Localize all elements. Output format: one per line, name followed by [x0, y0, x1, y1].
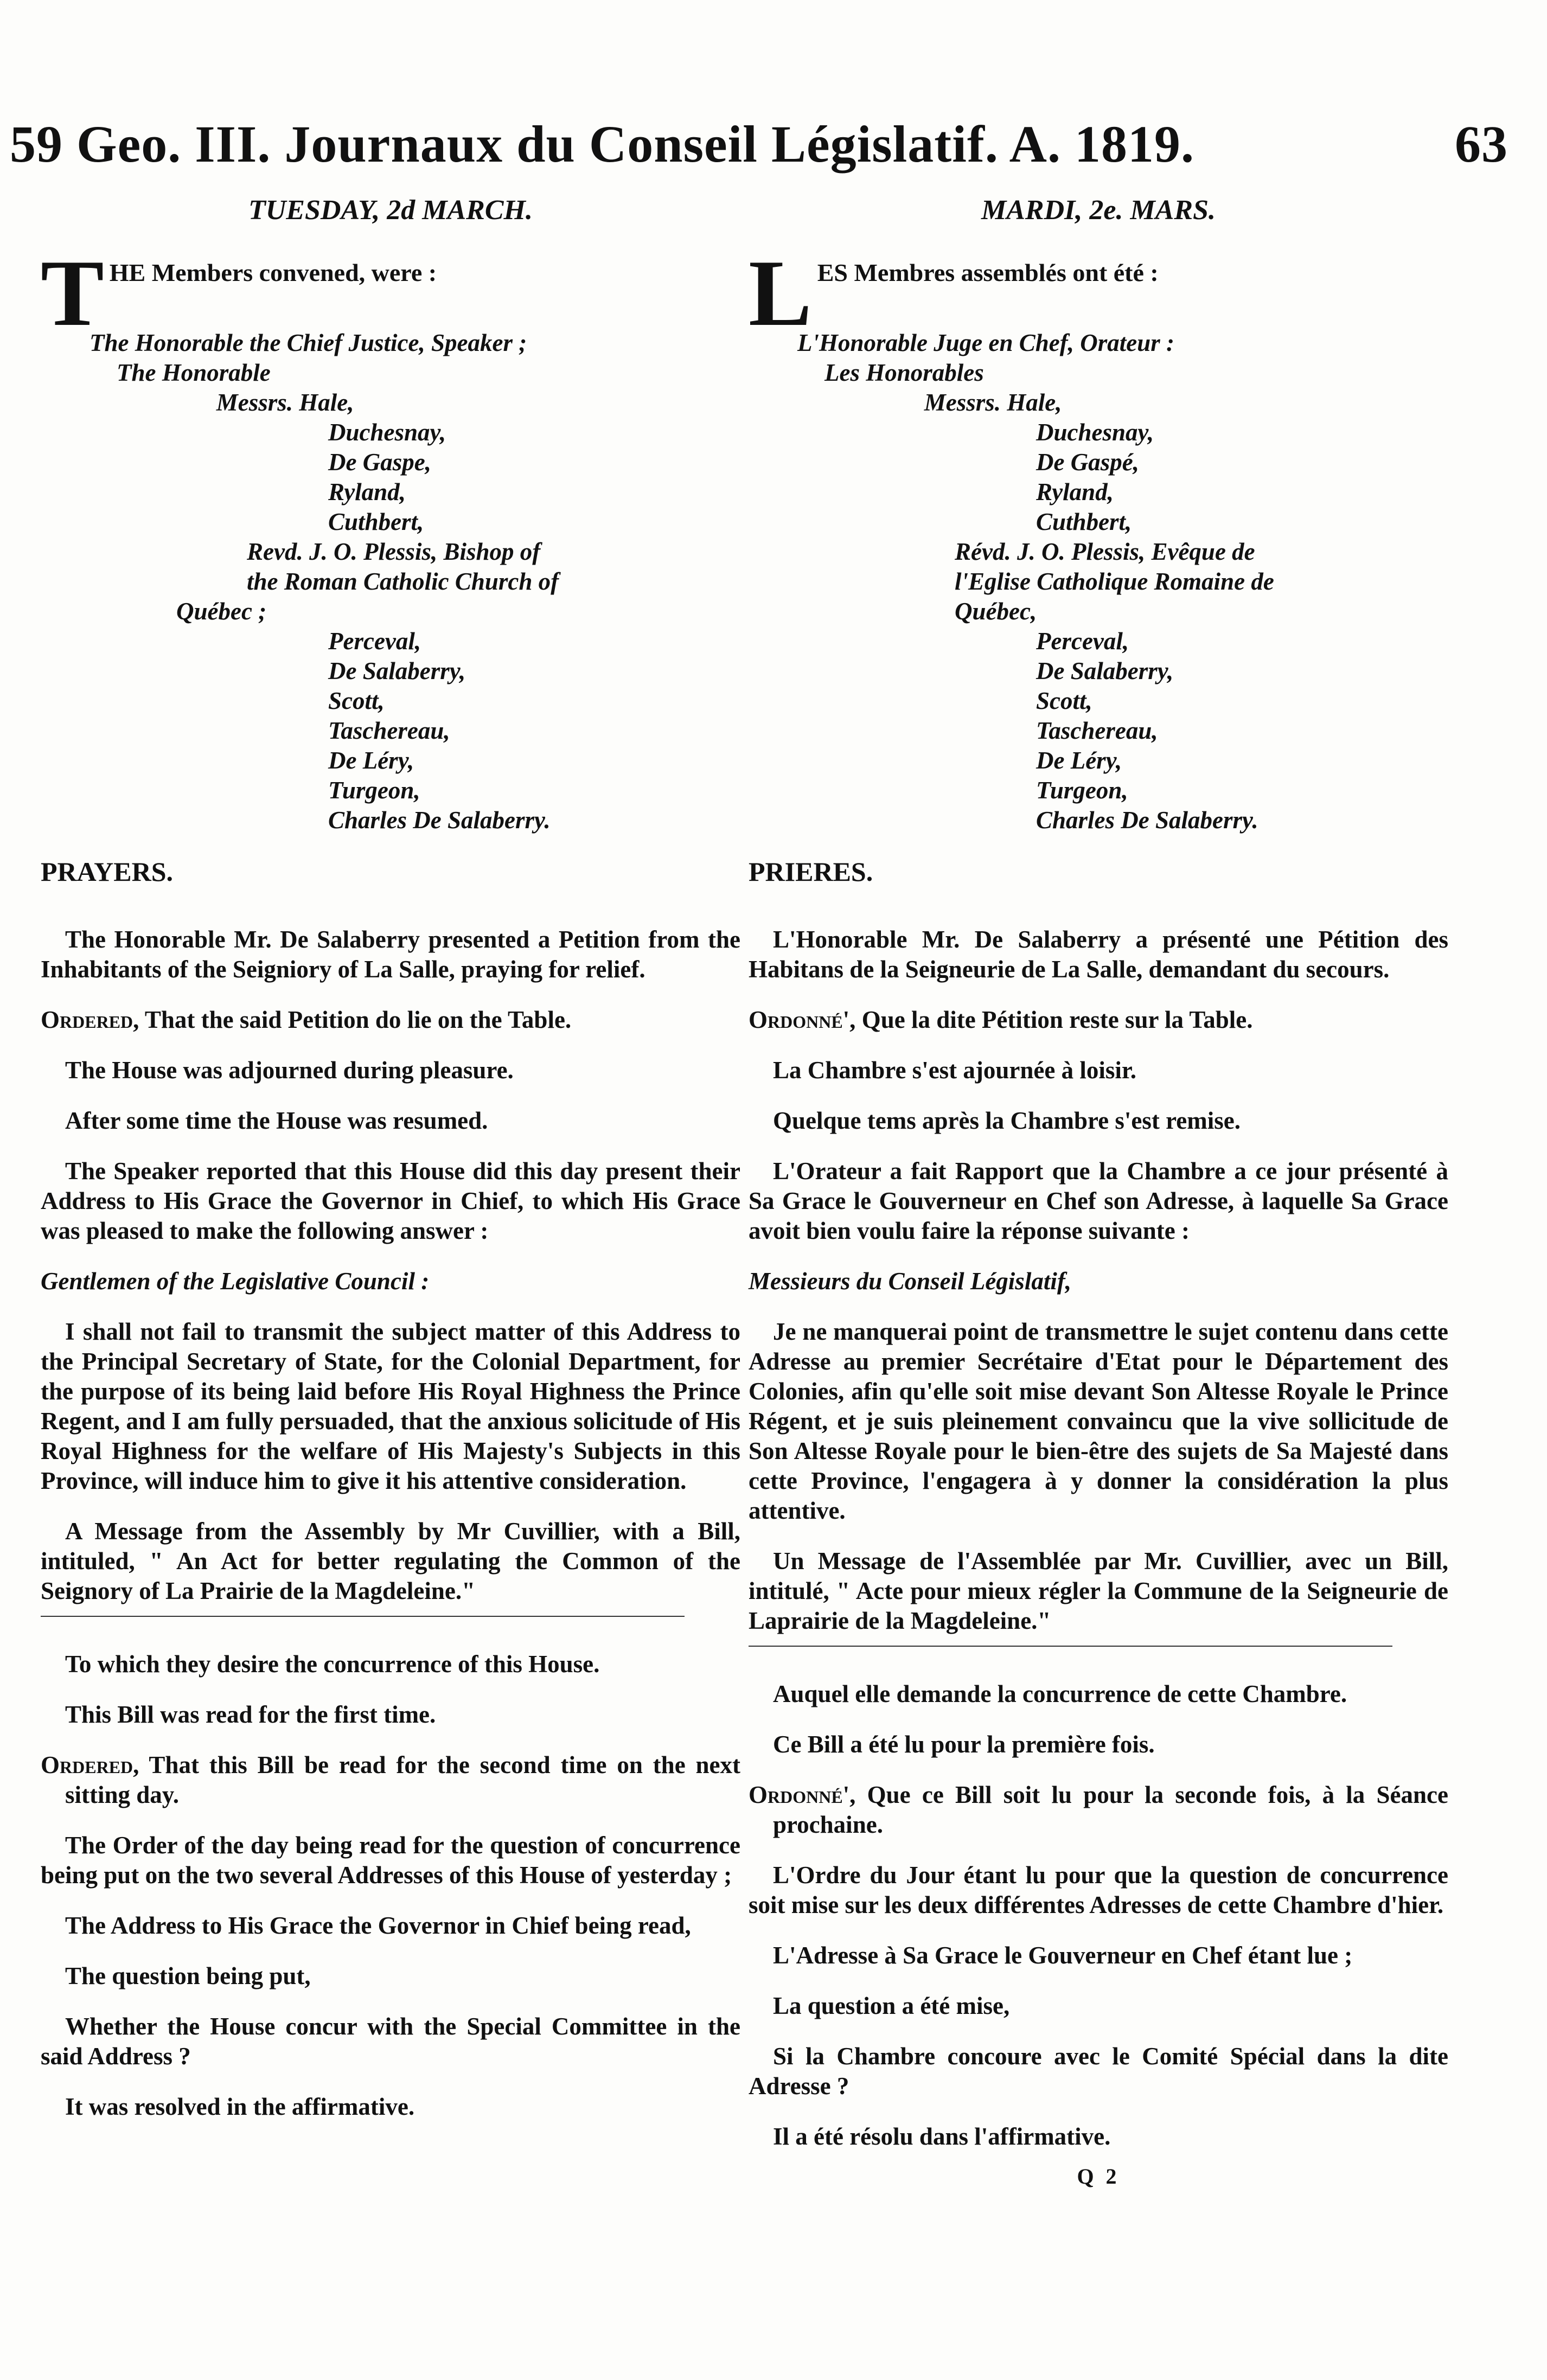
member-name: Perceval,: [328, 628, 421, 655]
member-name: Taschereau,: [1036, 717, 1158, 744]
salutation: Gentlemen of the Legislative Council :: [41, 1268, 430, 1295]
member-name-continued: l'Eglise Catholique Romaine de: [955, 568, 1274, 595]
opening-text: ES Membres assemblés ont été :: [817, 259, 1159, 286]
adjourned-paragraph: The House was adjourned during pleasure.: [65, 1057, 514, 1084]
member-name: Duchesnay,: [328, 419, 446, 446]
member-name: Ryland,: [328, 478, 406, 506]
member-name: De Léry,: [328, 747, 414, 774]
prayers-heading: PRAYERS.: [41, 856, 174, 887]
drop-cap: L: [749, 240, 812, 346]
first-reading-paragraph: This Bill was read for the first time.: [65, 1701, 436, 1728]
member-name: Taschereau,: [328, 717, 450, 744]
messrs-row: [41, 388, 740, 418]
member-name: Revd. J. O. Plessis, Bishop of: [247, 538, 541, 565]
member-name: Cuthbert,: [328, 508, 424, 535]
member-name: Charles De Salaberry.: [1036, 807, 1258, 834]
resolved-paragraph: It was resolved in the affirmative.: [65, 2093, 415, 2120]
divider-rule: [749, 1646, 1392, 1647]
ordered-text: That the said Petition do lie on the Table.: [144, 1006, 572, 1033]
member-name: Duchesnay,: [1036, 419, 1154, 446]
resumed-paragraph: Quelque tems après la Chambre s'est remise.: [773, 1107, 1241, 1134]
whether-paragraph: Whether the House concur with the Special Committee in the said Address ?: [41, 2013, 740, 2070]
governor-answer: Je ne manquerai point de transmettre le sujet contenu dans cette Adresse au premier Secrétaire d'Etat pour le Département des Colonies, afin qu'elle soit mise devant Son Altesse Royale le Prince Régent, et je suis pleinement convaincu que la vive sollicitude de Son Altesse Royale pour le bien-être des sujets de Sa Majesté dans cette Province, l'engagera à y donner la considération la plus attentive.: [749, 1318, 1448, 1524]
opening-text: HE Members convened, were :: [109, 259, 437, 286]
ordered-text: Que la dite Pétition reste sur la Table.: [861, 1006, 1253, 1033]
member-name: De Gaspe,: [328, 449, 431, 476]
resolved-paragraph: Il a été résolu dans l'affirmative.: [773, 2123, 1111, 2150]
ordered-paragraph: [41, 1750, 740, 1810]
question-put-paragraph: La question a été mise,: [773, 1992, 1010, 2019]
ordered-label: Ordonné',: [749, 1781, 856, 1808]
member-name: De Léry,: [1036, 747, 1122, 774]
member-name: De Gaspé,: [1036, 449, 1139, 476]
ordered-label: Ordonné',: [749, 1006, 856, 1033]
date-heading: MARDI, 2e. MARS.: [981, 195, 1216, 226]
messrs-row: [749, 388, 1448, 418]
ordered-paragraph: [749, 1780, 1448, 1840]
speaker-report-paragraph: The Speaker reported that this House did this day present their Address to His Grace the Governor in Chief, to which His Grace was pleased to make the following answer :: [41, 1157, 740, 1244]
drop-cap: T: [41, 240, 104, 346]
member-name: Scott,: [1036, 687, 1092, 714]
concurrence-paragraph: To which they desire the concurrence of this House.: [65, 1650, 600, 1678]
address-read-paragraph: The Address to His Grace the Governor in Chief being read,: [65, 1912, 691, 1939]
member-name: Ryland,: [1036, 478, 1114, 506]
english-column: [41, 195, 740, 2354]
member-name: Cuthbert,: [1036, 508, 1132, 535]
member-name: Perceval,: [1036, 628, 1129, 655]
order-of-day-paragraph: L'Ordre du Jour étant lu pour que la question de concurrence soit mise sur les deux différentes Adresses de cette Chambre d'hier.: [749, 1861, 1448, 1918]
resumed-paragraph: After some time the House was resumed.: [65, 1107, 488, 1134]
divider-rule: [41, 1616, 685, 1617]
prayers-heading: PRIERES.: [749, 856, 873, 887]
signature-mark: Q 2: [1077, 2164, 1120, 2189]
message-paragraph: A Message from the Assembly by Mr Cuvillier, with a Bill, intituled, " An Act for better regulating the Common of the Seignory of La Prairie de la Magdeleine.": [41, 1518, 740, 1604]
member-name-continued: the Roman Catholic Church of: [247, 568, 559, 595]
petition-paragraph: The Honorable Mr. De Salaberry presented a Petition from the Inhabitants of the Seigniory of La Salle, praying for relief.: [41, 926, 740, 983]
member-name-continued: Québec,: [955, 598, 1037, 625]
honorable-label: Les Honorables: [824, 359, 984, 386]
concurrence-paragraph: Auquel elle demande la concurrence de cette Chambre.: [773, 1680, 1347, 1707]
member-name: De Salaberry,: [328, 657, 466, 684]
petition-paragraph: L'Honorable Mr. De Salaberry a présenté une Pétition des Habitans de la Seigneurie de La Salle, demandant du secours.: [749, 926, 1448, 983]
salutation: Messieurs du Conseil Législatif,: [749, 1268, 1072, 1295]
ordered-label: Ordered,: [41, 1006, 139, 1033]
member-name: Turgeon,: [1036, 777, 1128, 804]
member-name-continued: Québec ;: [176, 598, 267, 625]
address-read-paragraph: L'Adresse à Sa Grace le Gouverneur en Chef étant lue ;: [773, 1942, 1353, 1969]
member-name: Hale,: [299, 389, 354, 416]
french-column: [749, 195, 1448, 2354]
honorable-label: The Honorable: [117, 359, 271, 386]
running-header: [0, 114, 1547, 179]
speaker-report-paragraph: L'Orateur a fait Rapport que la Chambre a ce jour présenté à Sa Grace le Gouverneur en Chef son Adresse, à laquelle Sa Grace avoit bien voulu faire la réponse suivante :: [749, 1157, 1448, 1244]
question-put-paragraph: The question being put,: [65, 1962, 311, 1989]
member-name: De Salaberry,: [1036, 657, 1174, 684]
ordered-paragraph: [749, 1005, 1448, 1035]
speaker-line: The Honorable the Chief Justice, Speaker ;: [90, 329, 527, 356]
whether-paragraph: Si la Chambre concoure avec le Comité Spécial dans la dite Adresse ?: [749, 2043, 1448, 2100]
page-number: 63: [1455, 115, 1508, 173]
ordered-text: That this Bill be read for the second time on the next sitting day.: [65, 1751, 740, 1808]
ordered-paragraph: [41, 1005, 740, 1035]
first-reading-paragraph: Ce Bill a été lu pour la première fois.: [773, 1731, 1155, 1758]
ordered-text: Que ce Bill soit lu pour la seconde fois, à la Séance prochaine.: [773, 1781, 1448, 1838]
member-name: Turgeon,: [328, 777, 420, 804]
date-heading: TUESDAY, 2d MARCH.: [248, 195, 533, 226]
running-title: 59 Geo. III. Journaux du Conseil Législatif. A. 1819.: [10, 115, 1194, 173]
message-paragraph: Un Message de l'Assemblée par Mr. Cuvillier, avec un Bill, intitulé, " Acte pour mieux régler la Commune de la Seigneurie de Laprairie de la Magdeleine.": [749, 1547, 1448, 1634]
member-name: Scott,: [328, 687, 385, 714]
order-of-day-paragraph: The Order of the day being read for the question of concurrence being put on the two several Addresses of this House of yesterday ;: [41, 1832, 740, 1889]
messrs-label: Messrs.: [216, 389, 293, 416]
ordered-label: Ordered,: [41, 1751, 139, 1778]
messrs-label: Messrs.: [924, 389, 1001, 416]
governor-answer: I shall not fail to transmit the subject matter of this Address to the Principal Secretary of State, for the Colonial Department, for the purpose of its being laid before His Royal Highness the Prince Regent, and I am fully persuaded, that the anxious solicitude of His Royal Highness for the welfare of His Majesty's Subjects in this Province, will induce him to give it his attentive consideration.: [41, 1318, 740, 1494]
member-name: Charles De Salaberry.: [328, 807, 551, 834]
adjourned-paragraph: La Chambre s'est ajournée à loisir.: [773, 1057, 1136, 1084]
member-name: Hale,: [1007, 389, 1062, 416]
member-name: Révd. J. O. Plessis, Evêque de: [955, 538, 1255, 565]
speaker-line: L'Honorable Juge en Chef, Orateur :: [797, 329, 1175, 356]
